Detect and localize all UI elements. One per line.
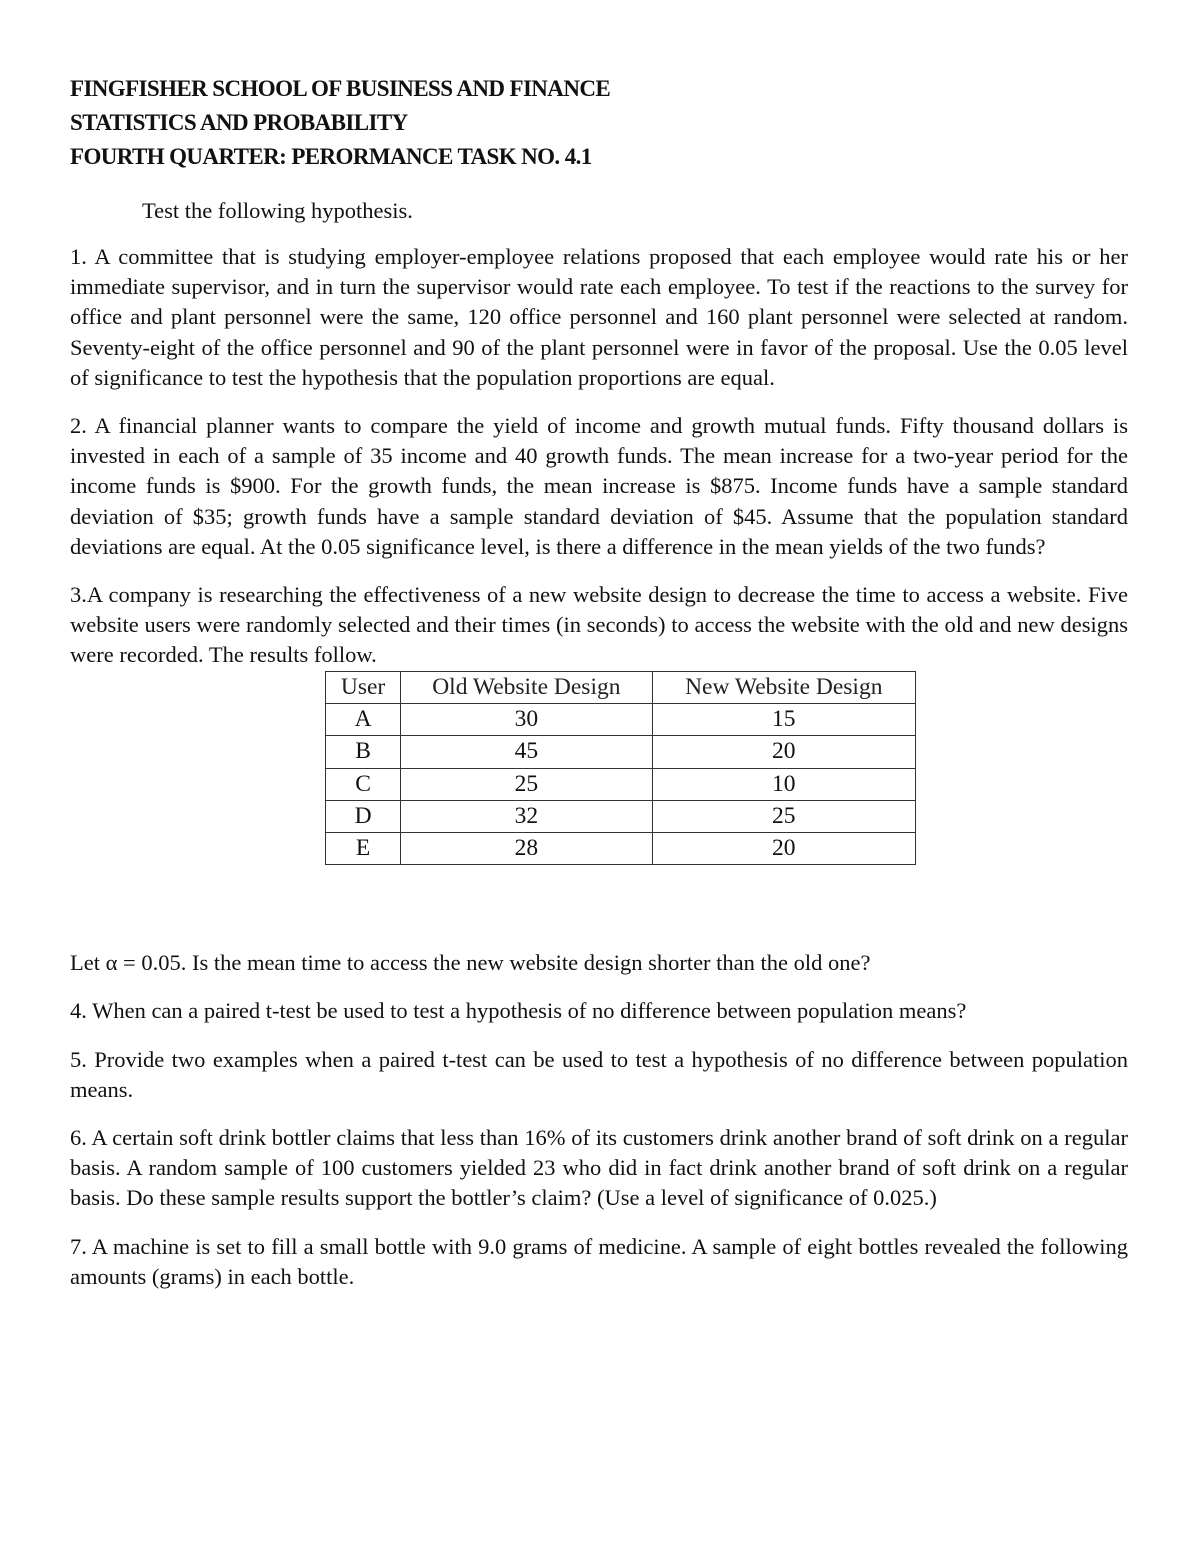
- table-cell-user: D: [326, 800, 401, 832]
- table-cell-user: A: [326, 703, 401, 735]
- table-header-old-design: Old Website Design: [401, 671, 652, 703]
- table-cell-old: 30: [401, 703, 652, 735]
- table-cell-user: C: [326, 768, 401, 800]
- task-title: FOURTH QUARTER: PERORMANCE TASK NO. 4.1: [70, 144, 592, 169]
- question-2: 2. A financial planner wants to compare the yield of income and growth mutual funds. Fifty thousand dollars is invested in each of a sample of 35 income and 40 growth funds. The mean increase for a two-year period for the income funds is $900. For the growth funds, the mean increase is $875. Income funds have a sample standard deviation of $35; growth funds have a sample standard deviation of $45. Assume that the population standard deviations are equal. At the 0.05 significance level, is there a difference in the mean yields of the two funds?: [70, 413, 1128, 559]
- question-3-alpha: Let α = 0.05. Is the mean time to access the new website design shorter than the old one?: [70, 950, 871, 976]
- table-row: [326, 736, 916, 768]
- table-cell-old: 28: [401, 833, 652, 865]
- table-row: [326, 703, 916, 735]
- table-header-row: [326, 671, 916, 703]
- table-cell-user: B: [326, 736, 401, 768]
- table-cell-user: E: [326, 833, 401, 865]
- table-row: [326, 833, 916, 865]
- table-row: [326, 800, 916, 832]
- document-page: [70, 72, 1128, 1292]
- table-cell-new: 15: [652, 703, 915, 735]
- table-cell-old: 25: [401, 768, 652, 800]
- table-cell-old: 32: [401, 800, 652, 832]
- website-design-table: [325, 671, 916, 866]
- question-6: 6. A certain soft drink bottler claims that less than 16% of its customers drink another brand of soft drink on a regular basis. A random sample of 100 customers yielded 23 who did in fact drink another brand of soft drink on a regular basis. Do these sample results support the bottler’s claim? (Use a level of significance of 0.025.): [70, 1125, 1128, 1211]
- table-cell-new: 20: [652, 736, 915, 768]
- table-cell-old: 45: [401, 736, 652, 768]
- instruction-text: Test the following hypothesis.: [142, 198, 413, 223]
- table-row: [326, 768, 916, 800]
- question-7: 7. A machine is set to fill a small bottle with 9.0 grams of medicine. A sample of eight bottles revealed the following amounts (grams) in each bottle.: [70, 1233, 1128, 1289]
- question-4: 4. When can a paired t-test be used to test a hypothesis of no difference between population means?: [70, 998, 967, 1024]
- school-name: FINGFISHER SCHOOL OF BUSINESS AND FINANCE: [70, 76, 611, 101]
- table-cell-new: 20: [652, 833, 915, 865]
- table-cell-new: 10: [652, 768, 915, 800]
- question-3: 3.A company is researching the effectiveness of a new website design to decrease the time to access a website. Five website users were randomly selected and their times (in seconds) to access the website with the old and new designs were recorded. The results follow.: [70, 582, 1128, 668]
- subject-title: STATISTICS AND PROBABILITY: [70, 110, 408, 135]
- table-header-user: User: [326, 671, 401, 703]
- table-cell-new: 25: [652, 800, 915, 832]
- question-1: 1. A committee that is studying employer-employee relations proposed that each employee would rate his or her immediate supervisor, and in turn the supervisor would rate each employee. To test if the reactions to the survey for office and plant personnel were the same, 120 office personnel and 160 plant personnel were selected at random. Seventy-eight of the office personnel and 90 of the plant personnel were in favor of the proposal. Use the 0.05 level of significance to test the hypothesis that the population proportions are equal.: [70, 244, 1128, 390]
- table-header-new-design: New Website Design: [652, 671, 915, 703]
- question-5: 5. Provide two examples when a paired t-test can be used to test a hypothesis of no difference between population means.: [70, 1046, 1128, 1102]
